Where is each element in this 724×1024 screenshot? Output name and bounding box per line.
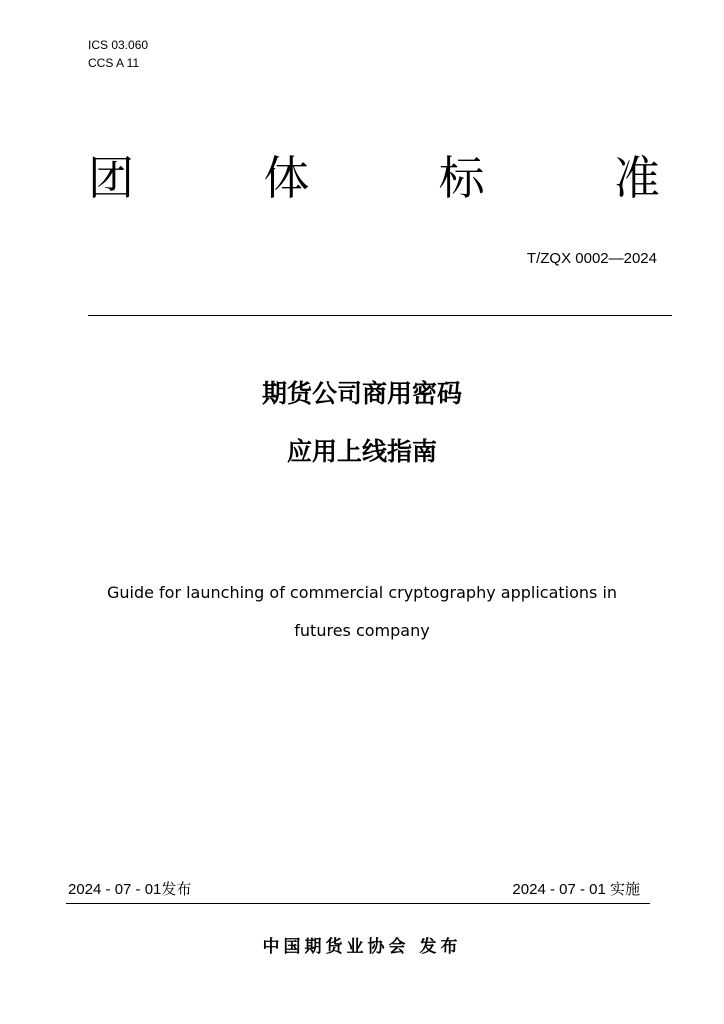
publish-date: 2024 - 07 - 01发布 xyxy=(68,881,192,898)
top-divider xyxy=(88,315,672,316)
standard-type-char-4: 准 xyxy=(613,151,660,205)
standard-type-char-3: 标 xyxy=(438,151,485,205)
standard-number: T/ZQX 0002—2024 xyxy=(526,250,657,267)
standard-type-char-2: 体 xyxy=(263,151,310,205)
standard-type-heading xyxy=(88,148,660,208)
classification-codes xyxy=(88,36,148,72)
chinese-title-line-1: 期货公司商用密码 xyxy=(261,379,462,408)
standard-type-char-1: 团 xyxy=(88,151,134,205)
english-title-line-1: Guide for launching of commercial cryptography applications in xyxy=(106,583,618,602)
ccs-code: CCS A 11 xyxy=(88,56,140,70)
english-title-line-2: futures company xyxy=(294,621,430,640)
chinese-title-line-2: 应用上线指南 xyxy=(286,437,437,466)
bottom-divider xyxy=(66,903,650,904)
effective-date: 2024 - 07 - 01 实施 xyxy=(512,881,640,898)
ics-code: ICS 03.060 xyxy=(88,38,149,52)
publisher: 中国期货业协会 发布 xyxy=(262,937,462,957)
